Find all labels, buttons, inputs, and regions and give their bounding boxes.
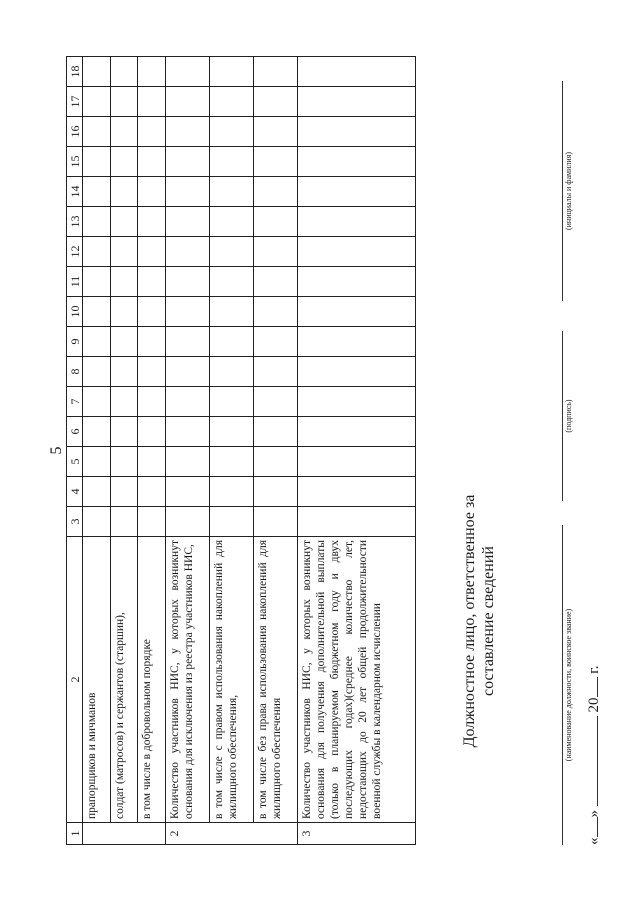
name-line — [562, 81, 563, 301]
date-close-quote: » — [586, 810, 602, 818]
table-row — [138, 57, 166, 845]
row-number: 3 — [298, 823, 416, 845]
row-description: в том числе без права использования накоплений для жилищного обеспечения — [254, 537, 298, 823]
column-header: 16 — [67, 117, 83, 147]
column-header: 10 — [67, 297, 83, 327]
date-open-quote: « — [586, 837, 602, 845]
signature-caption: (подпись) — [564, 399, 573, 433]
column-header: 17 — [67, 87, 83, 117]
column-header: 5 — [67, 447, 83, 477]
position-line — [562, 525, 563, 845]
row-description: в том числе с правом использования накоплений для жилищного обеспечения, — [210, 537, 254, 823]
column-header: 1 — [67, 823, 83, 845]
position-caption: (наименование должности, воинское звание) — [564, 608, 573, 762]
column-header: 2 — [67, 537, 83, 823]
table-row — [298, 57, 416, 845]
column-header: 3 — [67, 507, 83, 537]
column-header: 18 — [67, 57, 83, 87]
row-number — [83, 823, 166, 845]
row-description: прапорщиков и мичманов — [83, 537, 111, 823]
table-row — [111, 57, 138, 845]
date-year: 20 — [586, 697, 602, 713]
column-header: 13 — [67, 207, 83, 237]
row-description: солдат (матросов) и сержантов (старшин), — [111, 537, 138, 823]
table-row — [210, 57, 254, 845]
table-header-row — [67, 57, 83, 845]
date-suffix: г. — [586, 665, 602, 674]
row-description: в том числе в добровольном порядке — [138, 537, 166, 823]
table-row — [166, 57, 210, 845]
column-header: 9 — [67, 327, 83, 357]
name-caption: (инициалы и фамилия) — [564, 151, 573, 231]
column-header: 14 — [67, 177, 83, 207]
column-header: 12 — [67, 237, 83, 267]
table-row — [83, 57, 111, 845]
column-header: 7 — [67, 387, 83, 417]
column-header: 11 — [67, 267, 83, 297]
column-header: 6 — [67, 417, 83, 447]
row-description: Количество участников НИС, у которых возникнут основания для получения дополнительной выплаты (только в планируемом бюджетном году и двух последующих годах)(среднее количество лет, недостающих до 20 лет общей продолжительности военной службы в календарном исчислении — [298, 537, 416, 823]
row-description: Количество участников НИС, у которых возникнут основания для исключения из реестра участников НИС, — [166, 537, 210, 823]
column-header: 4 — [67, 477, 83, 507]
responsible-person-title: Должностное лицо, ответственное за составление сведений — [461, 494, 497, 748]
table-row — [254, 57, 298, 845]
signature-line — [562, 331, 563, 501]
report-table — [66, 56, 416, 845]
date-field — [586, 666, 603, 845]
column-header: 15 — [67, 147, 83, 177]
column-header: 8 — [67, 357, 83, 387]
row-number: 2 — [166, 823, 298, 845]
page-number: 5 — [48, 446, 65, 455]
